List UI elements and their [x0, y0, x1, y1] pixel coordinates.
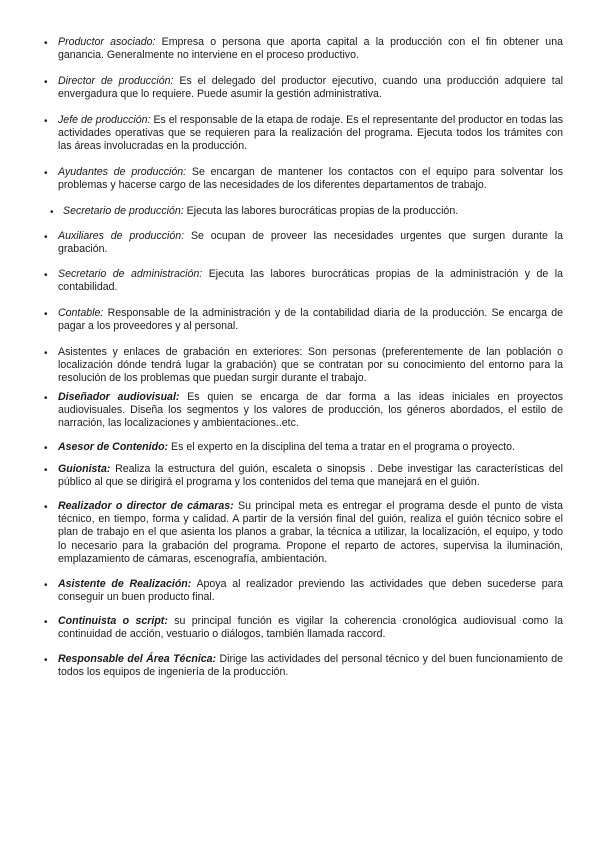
term-sep: :	[100, 307, 104, 319]
bullet: •	[44, 309, 48, 320]
term: Jefe de producción	[58, 114, 148, 126]
list-item	[58, 230, 563, 256]
description: Responsable de la administración y de la contabilidad diaria de la producción. Se encarga de pagar a los proveedores y al personal.	[58, 307, 563, 333]
term: Guionista	[58, 463, 107, 475]
list-item	[58, 578, 563, 604]
description: Es el responsable de la etapa de rodaje. Es el representante del productor en todas las actividades operativas que se requieren para la realización del programa. Ejecuta todos los trámites con las áreas involucradas en la producción.	[58, 114, 563, 153]
list-item	[58, 268, 563, 294]
term-sep: :	[187, 578, 192, 590]
list-item	[58, 615, 563, 641]
term: Productor asociado	[58, 36, 153, 48]
term-sep: :	[180, 205, 184, 217]
list-item	[58, 441, 563, 454]
description: Se ocupan de proveer las necesidades urgentes que surgen durante la grabación.	[58, 230, 563, 256]
bullet: •	[44, 348, 48, 359]
term-sep: :	[175, 391, 180, 403]
term: Director de producción	[58, 75, 171, 87]
list-item	[58, 75, 563, 101]
description: Dirige las actividades del personal técnico y del buen funcionamiento de todos los equipos de ingeniería de la producción.	[58, 653, 563, 679]
term-sep: :	[212, 653, 217, 665]
term-sep: :	[152, 36, 156, 48]
term-sep: :	[230, 500, 234, 512]
term: Asistente de Realización	[58, 578, 188, 590]
list-item	[58, 463, 563, 489]
list-item	[58, 307, 563, 333]
list-item	[63, 205, 563, 218]
bullet: •	[44, 77, 48, 88]
description: Realiza la estructura del guión, escaleta o sinopsis . Debe investigar las características del público al que se dirigirá el programa y los contenidos del tema que manejará en el guión.	[58, 463, 563, 489]
bullet: •	[44, 502, 48, 513]
list-item	[58, 391, 563, 431]
description: Ejecuta las labores burocráticas propias de la producción.	[183, 205, 459, 217]
list-item	[58, 114, 563, 154]
term: Ayudantes de producción	[58, 166, 184, 178]
description: Se encargan de mantener los contactos con el equipo para solventar los problemas y hacerse cargo de las necesidades de los diferentes departamentos de trabajo.	[58, 166, 563, 192]
term: Secretario de producción	[63, 205, 181, 217]
term: Secretario de administración	[58, 268, 200, 280]
bullet: •	[44, 617, 48, 628]
description: Es quien se encarga de dar forma a las ideas iniciales en proyectos audiovisuales. Diseña los segmentos y los valores de producción, los géneros abordados, el estilo de narración, las localizaciones y ambientaciones..etc.	[58, 391, 564, 430]
list-item	[58, 653, 563, 679]
description: Empresa o persona que aporta capital a la producción con el fin obtener una ganancia. Generalmente no interviene en el proceso productivo.	[58, 36, 563, 62]
term-sep: :	[106, 463, 111, 475]
term: Diseñador audiovisual	[58, 391, 176, 403]
term-sep: :	[164, 441, 169, 453]
bullet: •	[44, 38, 48, 49]
bullet: •	[44, 393, 48, 404]
bullet: •	[44, 116, 48, 127]
bullet: •	[44, 465, 48, 476]
bullet: •	[44, 270, 48, 281]
list-item	[58, 500, 563, 566]
list-item	[58, 36, 563, 62]
bullet: •	[44, 232, 48, 243]
description: Apoya al realizador previendo las actividades que deben sucederse para conseguir un buen producto final.	[58, 578, 563, 604]
term: Realizador o director de cámaras	[58, 500, 231, 512]
term-sep: :	[199, 268, 203, 280]
bullet: •	[50, 207, 54, 218]
description: Asistentes y enlaces de grabación en exteriores: Son personas (preferentemente de lan población o localización dónde tendrá lugar la grabación) que se contratan por su conocimiento del entorno para la resolución de los problemas que puedan surgir durante el trabajo.	[58, 346, 563, 385]
bullet: •	[44, 655, 48, 666]
description: Su principal meta es entregar el programa desde el punto de vista técnico, en tiempo, forma y calidad. A partir de la versión final del guión, realiza el guión técnico sobre el plan de trabajo en el que asienta los planos a grabar, la técnica a utilizar, la localización, el equipo, y todo lo necesario para la grabación del programa. Propone el reparto de actores, supervisa la iluminación, emplazamiento de cámaras, escenografía, ambientación.	[58, 500, 564, 565]
term-sep: :	[181, 230, 185, 242]
description: Es el experto en la disciplina del tema a tratar en el programa o proyecto.	[168, 441, 515, 453]
term-sep: :	[164, 615, 168, 627]
bullet: •	[44, 443, 48, 454]
term: Asesor de Contenido	[58, 441, 165, 453]
term-sep: :	[183, 166, 187, 178]
bullet: •	[44, 580, 48, 591]
term: Continuista o script	[58, 615, 165, 627]
list-item	[58, 346, 563, 386]
description: Es el delegado del productor ejecutivo, cuando una producción adquiere tal envergadura que lo requiere. Puede asumir la gestión administrativa.	[58, 75, 563, 101]
term-sep: :	[147, 114, 151, 126]
term: Contable	[58, 307, 101, 319]
description: su principal función es vigilar la coherencia cronológica audiovisual como la continuidad de acción, vestuario o diálogos, también llamada raccord.	[58, 615, 563, 641]
description: Ejecuta las labores burocráticas propias de la administración y de la contabilidad.	[58, 268, 563, 294]
term: Auxiliares de producción	[58, 230, 182, 242]
bullet: •	[44, 168, 48, 179]
term-sep: :	[170, 75, 174, 87]
term: Responsable del Área Técnica	[58, 653, 213, 665]
list-item	[58, 166, 563, 192]
